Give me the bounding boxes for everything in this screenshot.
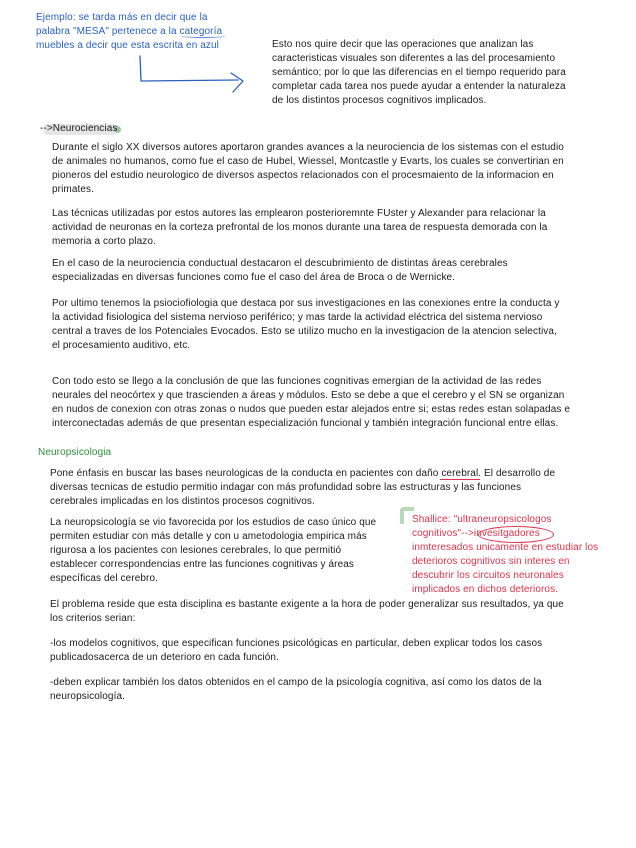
text-line: interconectadas además de que presentan especialización funcional y también integración funcional entre ellas. bbox=[52, 418, 559, 429]
text-line: el procesamiento auditivo, etc. bbox=[52, 340, 191, 351]
text-line: neuropsicología. bbox=[50, 691, 125, 702]
text-line: Esto nos quire decir que las operaciones que analizan las bbox=[272, 39, 534, 50]
text-line: Las técnicas utilizadas por estos autores las emplearon posterioremnte FUster y Alexander para relacionar la bbox=[52, 208, 546, 219]
text-line: -deben explicar también los datos obtenidos en el campo de la psicología cognitiva, así como los datos de la bbox=[50, 677, 542, 688]
text-line: específicas del cerebro. bbox=[50, 573, 159, 584]
note-line: deterioros cognitivos sin interes en bbox=[412, 556, 570, 567]
text-line: establecer correspondencias entre las funciones cognitivas y áreas bbox=[50, 559, 354, 570]
text-line: Pone énfasis en buscar las bases neurologicas de la conducta en pacientes con daño cerebral. El desarrollo de bbox=[50, 468, 556, 479]
text-line: pioneros del estudio neurologico de diversos aspectos relacionados con el procesmaiento de la informacion en bbox=[52, 170, 554, 181]
text-line: El problema reside que esta disciplina es bastante exigente a la hora de poder generalizar sus resultados, ya que bbox=[50, 599, 564, 610]
text-line: primates. bbox=[52, 184, 95, 195]
text-line: neurales del neocórtex y que trascienden a áreas y módulos. Esto se debe a que el cerebro y el SN se organizan bbox=[52, 390, 565, 401]
text-line: -los modelos cognitivos, que especifican funciones psicológicas en particular, deben explicar todos los casos bbox=[50, 638, 543, 649]
note-line: descubrir los circuitos neuronales bbox=[412, 570, 564, 581]
text-line: los criterios serian: bbox=[50, 613, 136, 624]
text-line: memoria a corto plazo. bbox=[52, 236, 156, 247]
text-line: de animales no humanos, como fue el caso de Hubel, Wiessel, Montcastle y Evarts, los cuales se convertirian en bbox=[52, 156, 564, 167]
text-line: la actividad fisiologica del sistema nervioso periférico; y mas tarde la actividad eléctrica del sistema nervioso bbox=[52, 312, 543, 323]
text-line: La neuropsicología se vio favorecida por los estudios de caso único que bbox=[50, 517, 377, 528]
text-line: completar cada tarea nos puede ayudar a entender la naturaleza bbox=[272, 81, 566, 92]
note-line: implicados en dichos deterioros. bbox=[412, 584, 559, 595]
text-line: en nudos de conexion con otras zonas o nudos que pueden estar alejados entre si; estas redes estan solapadas e bbox=[52, 404, 571, 415]
text-line: semántico; por lo que las diferencias en el tiempo requerido para bbox=[272, 67, 566, 78]
note-line: cognitivos"-->invesitgadores bbox=[412, 528, 540, 539]
text-line: de los distintos procesos cognitivos implicados. bbox=[272, 95, 487, 106]
underline-squiggle bbox=[180, 34, 226, 38]
note-line: Ejemplo: se tarda más en decir que la bbox=[36, 12, 208, 23]
circle-mark bbox=[478, 526, 554, 543]
text-line: Por ultimo tenemos la psiociofiologia que destaca por sus investigaciones en las conexiones entre la conducta y bbox=[52, 298, 560, 309]
arrow-right-icon bbox=[140, 56, 243, 92]
note-line: inmteresados unicamente en estudiar los bbox=[412, 542, 599, 553]
text-line: En el caso de la neurociencia conductual destacaron el descubrimiento de distintas áreas cerebrales bbox=[52, 258, 508, 269]
section-heading-neuropsicologia: Neuropsicologia bbox=[38, 447, 112, 458]
note-line: Shallice: "ultraneuropsicologos bbox=[412, 514, 552, 525]
text-line: caracteristicas visuales son diferentes a las del procesamiento bbox=[272, 53, 556, 64]
note-line: palabra "MESA" pertenece a la categoría bbox=[36, 26, 223, 37]
section-heading-neurociencias: -->Neurociencias bbox=[40, 123, 118, 134]
text-line: cerebrales implicadas en los distintos procesos cognitivos. bbox=[50, 496, 315, 507]
text-line: actividad de neuronas en la corteza prefrontal de los monos durante una tarea de respuesta demorada con la bbox=[52, 222, 548, 233]
text-line: especializadas en diversas funciones como fue el caso del área de Broca o de Wernicke. bbox=[52, 272, 456, 283]
text-line: permiten estudiar con más detalle y con u ametodologia empirica más bbox=[50, 531, 367, 542]
text-line: diversas tecnicas de estudio permitio indagar con más profundidad sobre las estructuras y las funciones bbox=[50, 482, 522, 493]
text-line: Con todo esto se llego a la conclusión de que las funciones cognitivas emergian de la actividad de las redes bbox=[52, 376, 542, 387]
note-line: muebles a decir que esta escrita en azul bbox=[36, 40, 219, 51]
text-line: rigurosa a los pacientes con lesiones cerebrales, lo que permitió bbox=[50, 545, 342, 556]
red-underline-mark bbox=[440, 479, 480, 480]
text-line: Durante el siglo XX diversos autores aportaron grandes avances a la neurociencia de los sistemas con el estudio bbox=[52, 142, 564, 153]
text-line: publicadosacerca de un deterioro en cada función. bbox=[50, 652, 279, 663]
text-line: central a traves de los Potenciales Evocados. Esto se utilizo mucho en la investigacion de la atencion selectiva, bbox=[52, 326, 557, 337]
